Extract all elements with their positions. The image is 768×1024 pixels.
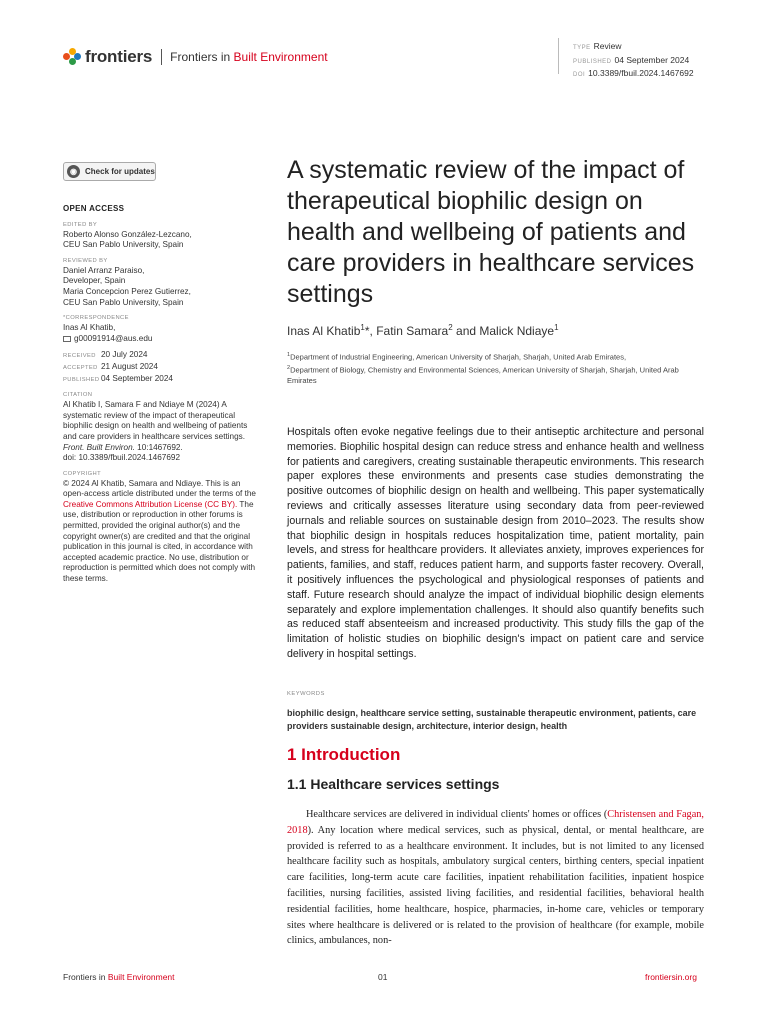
check-updates-icon: ◉: [67, 165, 80, 178]
section-heading-introduction: 1 Introduction: [287, 745, 401, 764]
check-for-updates-button[interactable]: [63, 162, 156, 181]
open-access-label: OPEN ACCESS: [63, 204, 125, 213]
author-3[interactable]: and Malick Ndiaye: [456, 324, 555, 338]
keywords-label: KEYWORDS: [287, 691, 325, 697]
check-updates-label: Check for updates: [85, 167, 155, 176]
reviewer-2-name: Maria Concepcion Perez Gutierrez,: [63, 286, 191, 296]
frontiers-logo-icon: [63, 48, 81, 66]
copyright-text: © 2024 Al Khatib, Samara and Ndiaye. This is an open-access article distributed under the terms of the Creative Commons Attribution License (CC BY). The use, distribution or reproduction in other forums is permitted, provided the original author(s) and the copyright owner(s) are credited and that the original publication in this journal is cited, in accordance with accepted academic practice. No use, distribution or reproduction is permitted which does not comply with these terms.: [63, 478, 256, 584]
reviewer-1-affiliation: Developer, Spain: [63, 276, 126, 286]
email-icon: [63, 336, 71, 342]
dates-block: [63, 350, 263, 385]
brand-name: frontiers: [85, 47, 153, 66]
citation-doi[interactable]: doi: 10.3389/fbuil.2024.1467692: [63, 453, 181, 463]
journal-name[interactable]: [170, 50, 327, 64]
copyright-label: COPYRIGHT: [63, 470, 102, 477]
article-meta: [573, 41, 694, 82]
correspondence-label: *CORRESPONDENCE: [63, 315, 129, 322]
keywords: biophilic design, healthcare service setting, sustainable therapeutic environment, patients, care providers sustainable design, architecture, interior design, health: [287, 708, 697, 731]
reviewer-2-affiliation: CEU San Pablo University, Spain: [63, 297, 184, 307]
meta-doi: DOI 10.3389/fbuil.2024.1467692: [573, 68, 694, 78]
reviewed-by-label: REVIEWED BY: [63, 257, 108, 264]
correspondence-name: Inas Al Khatib,: [63, 323, 116, 333]
logo-divider: [161, 49, 162, 65]
editor-name: Roberto Alonso González-Lezcano,: [63, 229, 192, 239]
citation-journal-line: Front. Built Environ. 10:1467692.: [63, 442, 183, 452]
abstract: Hospitals often evoke negative feelings due to their antiseptic architecture and personal memories. Biophilic hospital design can reduce stress and enhance health and wellness for patients and caregivers, creating sustainable therapeutic environments. This research paper explores these environments and presents case studies demonstrating the positive outcomes of biophilic design on health and wellbeing. This paper systematically reviews and critically assesses literature using secondary data from peer-reviewed journals and reliable sources on sustainable design from 2010–2023. The results show that biophilic design in hospitals reduces hospitalization time, patient mortality, pain levels, and stress for healthcare providers. It alleviates anxiety, improves experiences for patients, families, and staff, reduces patient harm, and supports faster recovery. Overall, it positively influences the psychological and physiological responses of patients and staff. Future research should analyze the impact of individual biophilic design elements separately and explore implementation challenges. It should also quantify benefits such as reduced staff absenteeism and increased productivity. This study fills the gap of the limitation of holistic studies on biophilic design's impact on patient care and service delivery in hospital settings.: [287, 426, 704, 660]
meta-published: PUBLISHED 04 September 2024: [573, 54, 690, 65]
article-title: A systematic review of the impact of therapeutical biophilic design on health and wellbeing of patients and care providers in healthcare services settings: [287, 156, 695, 308]
author-2[interactable]: Fatin Samara: [376, 324, 449, 338]
date-published: PUBLISHED 04 September 2024: [63, 373, 173, 383]
cc-license-link[interactable]: Creative Commons Attribution License (CC BY).: [63, 499, 238, 509]
reviewer-1-name: Daniel Arranz Paraiso,: [63, 265, 145, 275]
affiliation-1: Department of Industrial Engineering, American University of Sharjah, Sharjah, United Arab Emirates,: [290, 352, 627, 362]
reference-link[interactable]: Christensen and Fagan, 2018: [287, 809, 704, 836]
edited-by-label: EDITED BY: [63, 221, 98, 228]
meta-type: TYPE Review: [573, 41, 622, 51]
author-1[interactable]: Inas Al Khatib: [287, 324, 361, 338]
footer-journal: Frontiers in Built Environment: [63, 972, 175, 982]
page-number: 01: [378, 972, 388, 982]
date-accepted: ACCEPTED 21 August 2024: [63, 361, 158, 371]
affiliation-2: Department of Biology, Chemistry and Environmental Sciences, American University of Sharjah, Sharjah, United Arab Emirates: [287, 365, 679, 385]
citation-text: Al Khatib I, Samara F and Ndiaye M (2024) A systematic review of the impact of therapeutical biophilic design on health and wellbeing of patients and care providers in healthcare services settings.: [63, 400, 248, 441]
affiliations: $^1$Department of Industrial Engineering, American University of Sharjah, Sharjah, United Arab Emirates, $^2$Department of Biology, Chemistry and Environmental Sciences, American University of Sharjah, Sharjah, United Arab Emirates: [287, 352, 679, 385]
author-list: Inas Al Khatib$^1$*, Fatin Samara$^2$ and Malick Ndiaye$^1$: [287, 323, 559, 338]
date-received: RECEIVED 20 July 2024: [63, 350, 148, 360]
citation-label: CITATION: [63, 392, 93, 399]
editor-affiliation: CEU San Pablo University, Spain: [63, 240, 184, 250]
frontiers-logo[interactable]: [63, 47, 328, 67]
footer-site-link[interactable]: frontiersin.org: [645, 972, 697, 982]
journal-prefix: Frontiers in: [170, 50, 231, 64]
body-paragraph: Healthcare services are delivered in individual clients' homes or offices (Christensen and Fagan, 2018). Any location where medical services, such as physical, dental, or mental healthcare, are provided is referred to as a healthcare environment. It includes, but is not limited to any licensed healthcare facility such as hospitals, ambulatory surgical centers, birthing centers, special inpatient care facilities, long-term acute care facilities, inpatient rehabilitation facilities, inpatient hospice facilities, nursing facilities, assisted living facilities, and residential facilities, behavioral health residential facilities, home healthcare, hospice, pharmacies, in-home care, vehicles or temporary sites where healthcare is delivered or is related to the provision of healthcare (for example, mobile clinics, ambulances, non-: [287, 809, 704, 947]
subsection-heading: 1.1 Healthcare services settings: [287, 776, 500, 792]
journal-title: Built Environment: [233, 50, 328, 64]
article-info-sidebar: [63, 204, 263, 585]
meta-divider: [558, 38, 559, 74]
correspondence-email[interactable]: g00091914@aus.edu: [63, 334, 263, 345]
